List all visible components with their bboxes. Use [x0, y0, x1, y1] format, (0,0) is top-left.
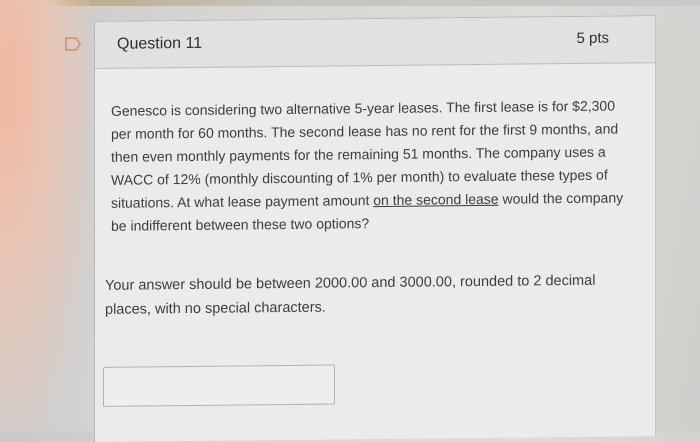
- question-text: [111, 94, 639, 238]
- question-title: Question 11: [117, 34, 203, 53]
- question-text-part1: Genesco is considering two alternative 5-year leases. The first lease is for $2,300 per month for 60 months. The second lease has no rent for the first 9 months, and then even monthly payments for the remaining 51 months. The company uses a WACC of 12% (monthly discounting of 1% per month) to evaluate these types of situations. At what lease payment amount: [111, 97, 619, 211]
- question-header: [95, 16, 655, 69]
- answer-instructions: Your answer should be between 2000.00 and 3000.00, rounded to 2 decimal places, with no special characters.: [105, 272, 596, 318]
- question-text-underlined: on the second lease: [373, 190, 499, 209]
- browser-edge: [0, 0, 700, 6]
- question-text-part2: would the company be indifferent between these two options?: [111, 189, 624, 234]
- question-points: 5 pts: [576, 29, 609, 47]
- flag-question-icon[interactable]: [64, 36, 82, 52]
- question-card: [94, 15, 656, 442]
- answer-input[interactable]: [103, 364, 335, 406]
- background-glow: [0, 0, 90, 431]
